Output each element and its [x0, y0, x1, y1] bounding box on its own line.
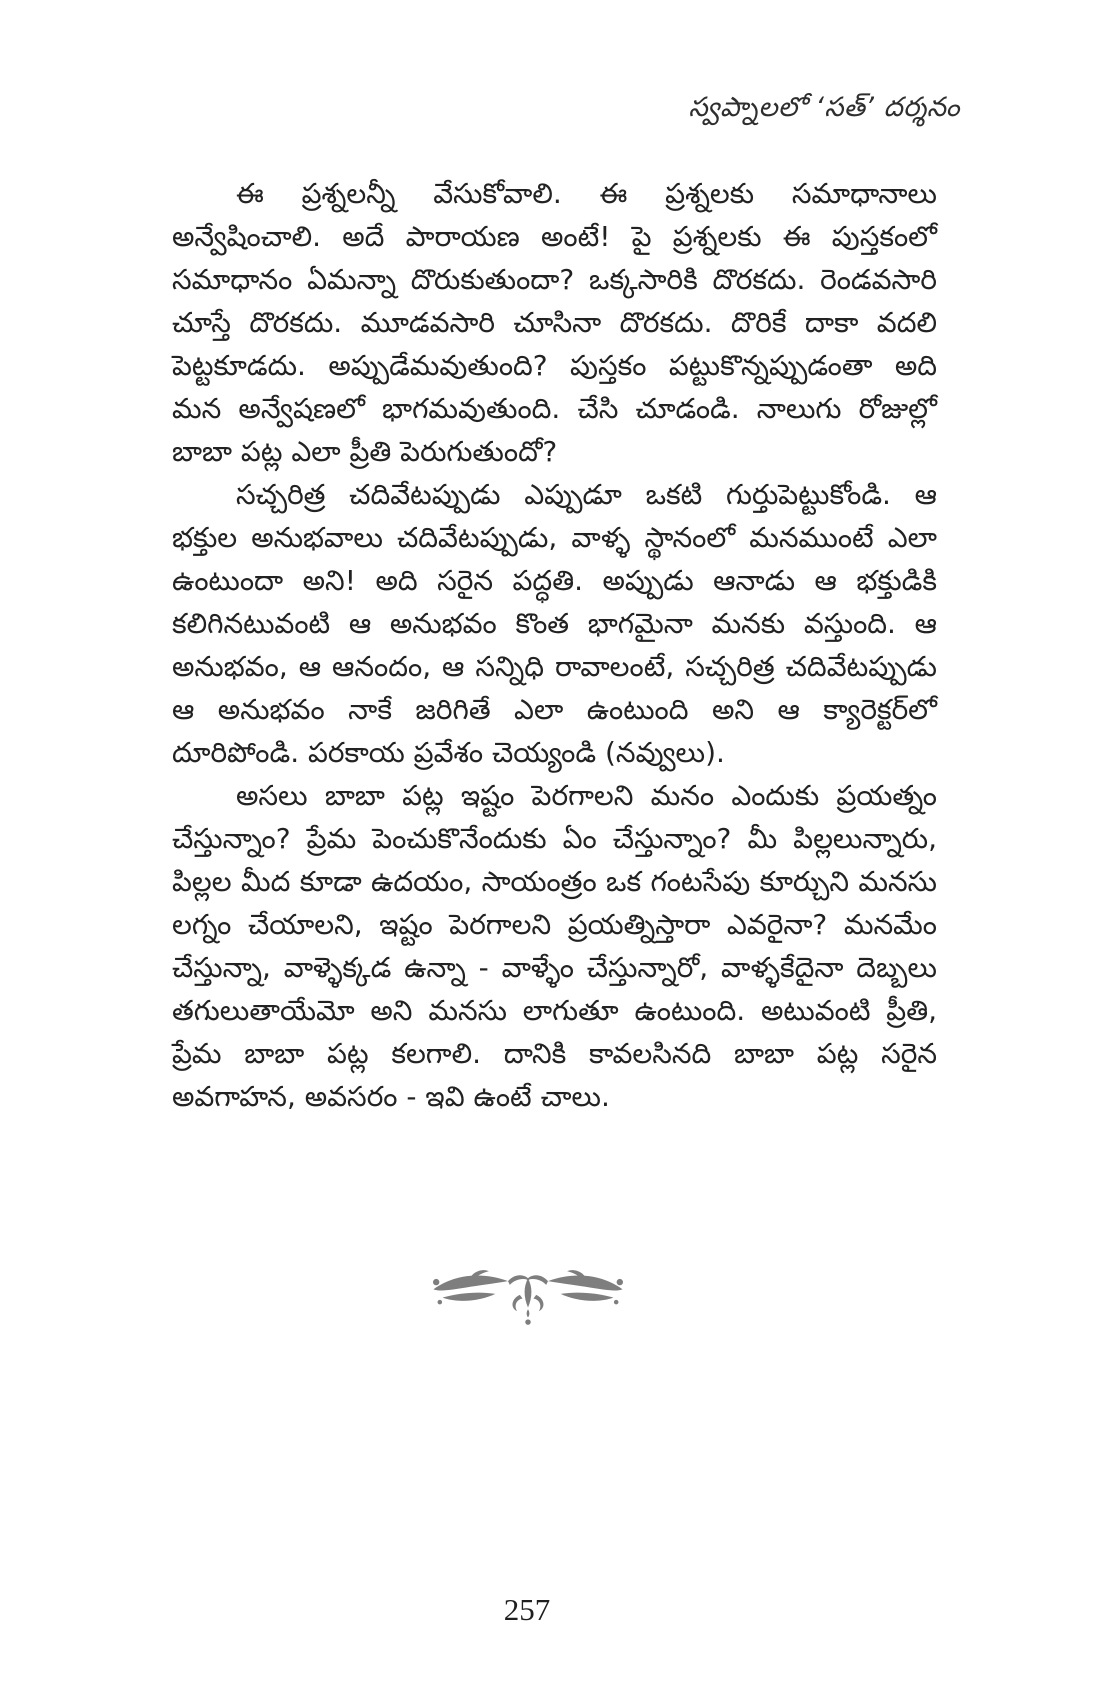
running-header: స్వప్నాలలో ‘సత్’ దర్శనం	[688, 92, 960, 123]
paragraph-3: అసలు బాబా పట్ల ఇష్టం పెరగాలని మనం ఎందుకు ప్రయత్నం చేస్తున్నాం? ప్రేమ పెంచుకొనేందుకు ఏం చేస్తున్నాం? మీ పిల్లలున్నారు, పిల్లల మీద కూడా ఉదయం, సాయంత్రం ఒక గంటసేపు కూర్చుని మనసు లగ్నం చేయాలని, ఇష్టం పెరగాలని ప్రయత్నిస్తారా ఎవరైనా? మనమేం చేస్తున్నా, వాళ్ళెక్కడ ఉన్నా - వాళ్ళేం చేస్తున్నారో, వాళ్ళకేదైనా దెబ్బలు తగులుతాయేమో అని మనసు లాగుతూ ఉంటుంది. అటువంటి ప్రీతి, ప్రేమ బాబా పట్ల కలగాలి. దానికి కావలసినది బాబా పట్ల సరైన అవగాహన, అవసరం - ఇవి ఉంటే చాలు.	[172, 779, 937, 1113]
body-text	[172, 172, 937, 1118]
page-number: 257	[503, 1592, 551, 1627]
paragraph-2: సచ్చరిత్ర చదివేటప్పుడు ఎప్పుడూ ఒకటి గుర్తుపెట్టుకోండి. ఆ భక్తుల అనుభవాలు చదివేటప్పుడు, వాళ్ళ స్థానంలో మనముంటే ఎలా ఉంటుందా అని! అది సరైన పద్ధతి. అప్పుడు ఆనాడు ఆ భక్తుడికి కలిగినటువంటి ఆ అనుభవం కొంత భాగమైనా మనకు వస్తుంది. ఆ అనుభవం, ఆ ఆనందం, ఆ సన్నిధి రావాలంటే, సచ్చరిత్ర చదివేటప్పుడు ఆ అనుభవం నాకే జరిగితే ఎలా ఉంటుంది అని ఆ క్యారెక్టర్‌లో దూరిపోండి. పరకాయ ప్రవేశం చెయ్యండి (నవ్వులు).	[172, 478, 937, 769]
floral-divider-icon	[428, 1256, 628, 1330]
paragraph-1: ఈ ప్రశ్నలన్నీ వేసుకోవాలి. ఈ ప్రశ్నలకు సమాధానాలు అన్వేషించాలి. అదే పారాయణ అంటే! పై ప్రశ్నలకు ఈ పుస్తకంలో సమాధానం ఏమన్నా దొరుకుతుందా? ఒక్కసారికి దొరకదు. రెండవసారి చూస్తే దొరకదు. మూడవసారి చూసినా దొరకదు. దొరికే దాకా వదలి పెట్టకూడదు. అప్పుడేమవుతుంది? పుస్తకం పట్టుకొన్నప్పుడంతా అది మన అన్వేషణలో భాగమవుతుంది. చేసి చూడండి. నాలుగు రోజుల్లో బాబా పట్ల ఎలా ప్రీతి పెరుగుతుందో?	[172, 177, 937, 468]
